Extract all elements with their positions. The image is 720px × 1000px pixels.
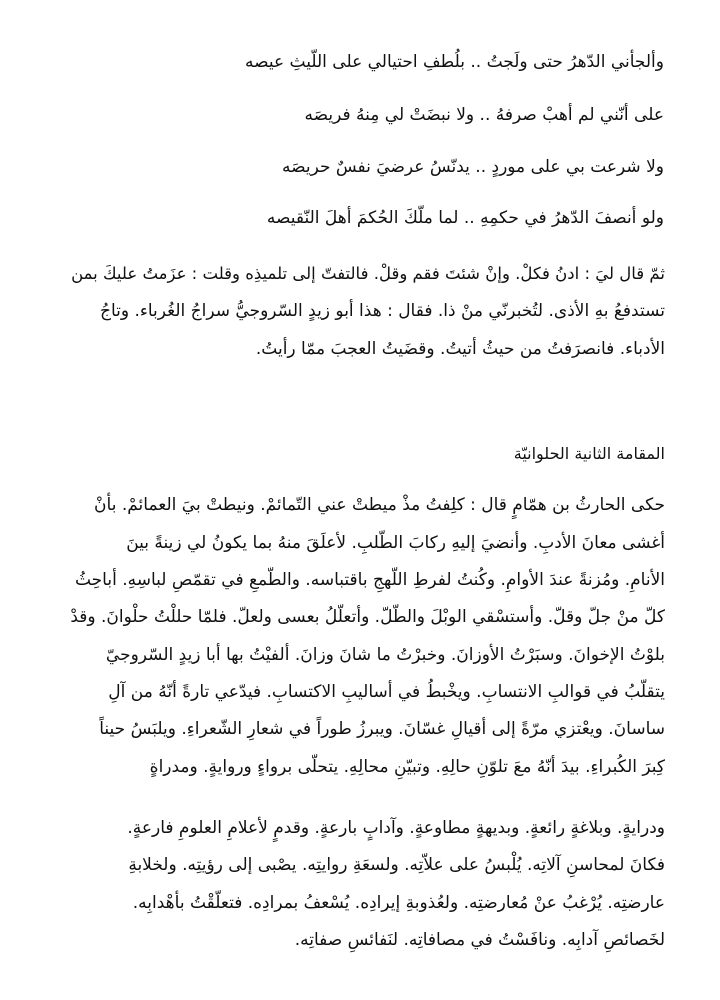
section-title: المقامة الثانية الحلوانيّة xyxy=(513,444,665,463)
paragraph-line: بلوْتُ الإخوانَ. وسبَرْتُ الأوزانَ. وخبرْتُ ما شانَ وزانَ. ألفيْتُ بها أبا زيدٍ السّروجيّ xyxy=(105,645,665,665)
paragraph-line: كلّ منْ جلّ وقلّ. وأستسْقي الوبْلَ والطّلّ. وأتعلّلُ بعسى ولعلّ. فلمّا حللْتُ حلْوانَ. وقدْ xyxy=(70,607,665,627)
paragraph-line: عارضتِه. يُرْغبُ عنْ مُعارضتِه. ولعُذوبةِ إيرادِه. يُسْعفُ بمرادِه. فتعلّقْتُ بأهْدابِه. xyxy=(132,893,665,913)
poem-line: ولو أنصفَ الدّهرُ في حكمِهِ .. لما ملّكَ الحُكمَ أهلَ النّقيصه xyxy=(266,208,664,228)
paragraph-line: يتقلّبُ في قوالبِ الانتسابِ. ويخْبطُ في أساليبِ الاكتسابِ. فيدّعي تارةً أنّهُ من آلِ xyxy=(108,682,665,702)
paragraph-line: تستدفعُ بهِ الأذى. لتُخبرنّي منْ ذا. فقال : هذا أبو زيدٍ السّروجيُّ سراجُ الغُرباء. وتاجُ xyxy=(99,301,665,321)
poem-line: وألجأني الدّهرُ حتى ولَجتُ .. بلُطفِ احتيالي على اللّيثِ عيصه xyxy=(245,52,664,72)
paragraph-line: أغشى معانَ الأدبِ. وأنضيَ إليهِ ركابَ الطّلبِ. لأعلَقَ منهُ بما يكونُ لي زينةً بينَ xyxy=(126,533,665,553)
paragraph-line: ودرايةٍ. وبلاغةٍ رائعةٍ. وبديهةٍ مطاوعةٍ. وآدابٍ بارعةٍ. وقدمٍ لأعلامِ العلومِ فارعةٍ. xyxy=(127,818,665,838)
paragraph-line: لخَصائصِ آدابِه. ونافَسْتُ في مصافاتِه. لنَفائسِ صفاتِه. xyxy=(294,930,665,950)
poem-line: على أنّني لم أهبْ صرفهُ .. ولا نبضَتْ لي مِنهُ فريصَه xyxy=(304,105,664,125)
paragraph-line: ثمّ قال ليَ : ادنُ فكلْ. وإنْ شئتَ فقم وقلْ. فالتفتّ إلى تلميذِه وقلت : عزَمتُ عليكَ بمن xyxy=(71,264,665,283)
paragraph-line: الأدباء. فانصرَفتُ من حيثُ أتيتُ. وقضَيتُ العجبَ ممّا رأيتُ. xyxy=(255,339,665,359)
paragraph-line: ساسانَ. ويعْتزي مرّةً إلى أقيالِ غسّانَ. ويبرزُ طوراً في شعارِ الشّعراءِ. ويلبَسُ حيناً xyxy=(99,719,665,739)
paragraph-line: حكى الحارثُ بن همّامٍ قال : كلِفتُ مذْ ميطتْ عني التّمائمْ. ونيطتْ بيَ العمائمْ. بأنْ xyxy=(94,495,665,515)
paragraph-line: كِبرَ الكُبراءِ. بيدَ أنّهُ معَ تلوّنِ حالِهِ. وتبيّنِ محالِهِ. يتحلّى برواءٍ وروايةٍ. ومدراةٍ xyxy=(149,757,665,777)
paragraph-line: فكانَ لمحاسنِ آلاتِه. يُلْبسُ على علاّتِه. ولسعَةِ روايتِه. يصْبى إلى رؤيتِه. ولخلابةِ xyxy=(128,855,665,875)
paragraph-line: الأنامِ. ومُزنةً عندَ الأوامِ. وكُنتُ لفرطِ اللّهجِ باقتباسه. والطّمعِ في تقمّصِ لباسِهِ. أباحِثُ xyxy=(74,570,665,590)
poem-line: ولا شرعت بي على موردٍ .. يدنّسُ عرضيَ نفسٌ حريصَه xyxy=(282,157,664,177)
